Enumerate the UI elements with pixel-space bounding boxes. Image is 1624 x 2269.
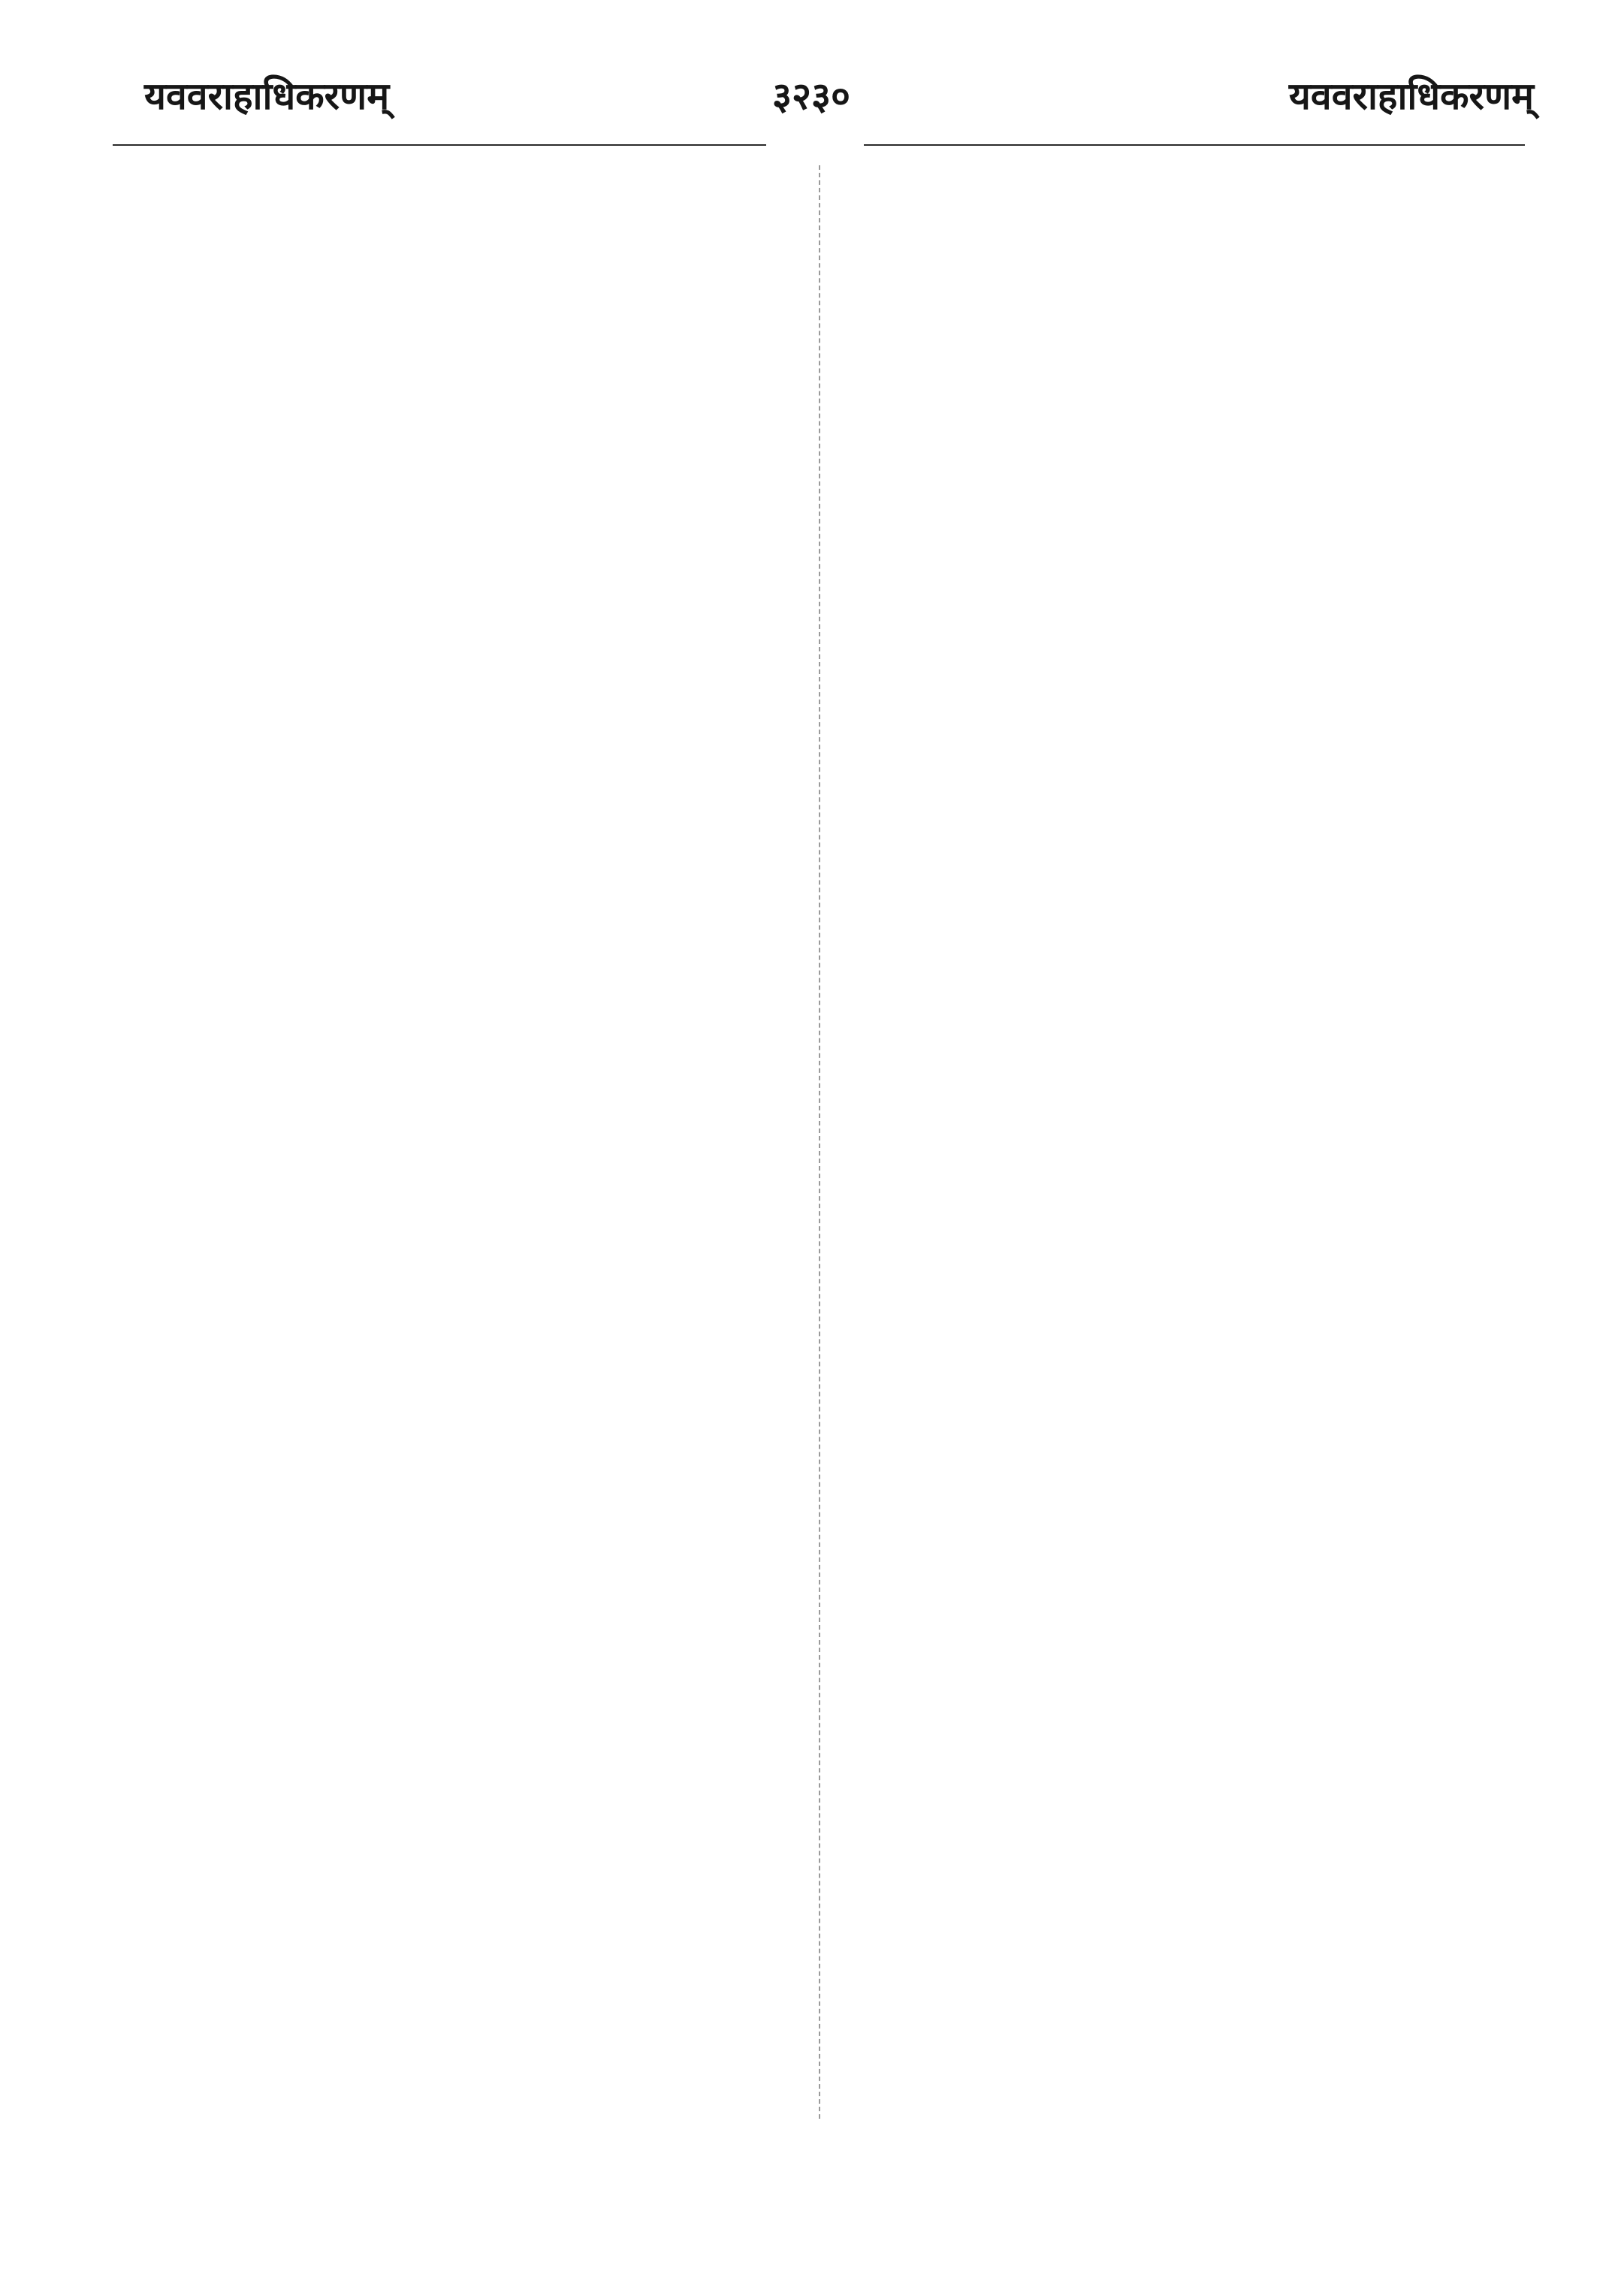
text-line bbox=[150, 1533, 766, 1576]
text-line bbox=[856, 1796, 1525, 1839]
text-line bbox=[150, 1796, 766, 1839]
text-line bbox=[150, 1270, 766, 1313]
text-line bbox=[856, 1270, 1525, 1313]
page-number: ३२३० bbox=[772, 74, 850, 118]
text-line bbox=[150, 902, 766, 945]
text-line bbox=[150, 796, 766, 840]
text-line bbox=[856, 1690, 1525, 1734]
text-line bbox=[856, 1007, 1525, 1050]
text-line bbox=[150, 1953, 766, 1997]
text-line bbox=[856, 165, 1525, 209]
text-line bbox=[150, 2216, 766, 2260]
text-line bbox=[150, 270, 766, 314]
text-line bbox=[150, 323, 766, 367]
text-line bbox=[150, 1638, 766, 1681]
text-line bbox=[856, 691, 1525, 735]
text-line bbox=[856, 218, 1525, 261]
text-line bbox=[856, 902, 1525, 945]
text-line bbox=[856, 586, 1525, 630]
text-line bbox=[150, 2059, 766, 2102]
text-line bbox=[150, 1007, 766, 1050]
text-line bbox=[856, 954, 1525, 998]
left-column bbox=[150, 165, 766, 2269]
text-line bbox=[856, 323, 1525, 367]
text-line bbox=[150, 2111, 766, 2155]
text-line bbox=[150, 849, 766, 893]
header-left-title: यववराहाधिकरणम् bbox=[144, 74, 390, 118]
text-line bbox=[150, 376, 766, 419]
text-line bbox=[856, 1953, 1525, 1997]
text-line bbox=[856, 796, 1525, 840]
text-line bbox=[856, 1585, 1525, 1629]
text-line bbox=[150, 1743, 766, 1787]
text-line bbox=[150, 1480, 766, 1524]
text-line bbox=[856, 2006, 1525, 2050]
text-line bbox=[150, 1165, 766, 1208]
text-line bbox=[856, 744, 1525, 787]
text-line bbox=[150, 1428, 766, 1471]
text-line bbox=[856, 1848, 1525, 1892]
text-line bbox=[150, 1375, 766, 1419]
text-line bbox=[856, 376, 1525, 419]
text-line bbox=[150, 1059, 766, 1103]
text-line bbox=[150, 1585, 766, 1629]
running-header bbox=[0, 69, 1624, 137]
text-line bbox=[856, 270, 1525, 314]
text-line bbox=[856, 1428, 1525, 1471]
text-line bbox=[856, 1322, 1525, 1366]
text-line bbox=[150, 428, 766, 472]
text-line bbox=[856, 1743, 1525, 1787]
text-line bbox=[150, 691, 766, 735]
text-line bbox=[856, 1112, 1525, 1156]
text-line bbox=[150, 1112, 766, 1156]
text-line bbox=[150, 533, 766, 577]
text-line bbox=[150, 954, 766, 998]
column-divider bbox=[819, 165, 820, 2119]
text-line bbox=[150, 1848, 766, 1892]
header-rule-right bbox=[864, 144, 1525, 146]
text-line bbox=[856, 639, 1525, 682]
header-rule-left bbox=[113, 144, 766, 146]
text-line bbox=[856, 1217, 1525, 1261]
right-column bbox=[856, 165, 1525, 2269]
text-line bbox=[856, 1480, 1525, 1524]
text-line bbox=[150, 2164, 766, 2207]
text-line bbox=[150, 165, 766, 209]
text-line bbox=[856, 1375, 1525, 1419]
text-line bbox=[150, 1690, 766, 1734]
text-line bbox=[150, 1217, 766, 1261]
header-right-title: यववराहाधिकरणम् bbox=[1288, 74, 1534, 118]
text-line bbox=[856, 428, 1525, 472]
text-line bbox=[856, 2164, 1525, 2207]
text-line bbox=[856, 481, 1525, 524]
text-line bbox=[856, 1059, 1525, 1103]
text-line bbox=[856, 1638, 1525, 1681]
text-line bbox=[150, 586, 766, 630]
text-line bbox=[150, 2006, 766, 2050]
text-line bbox=[856, 2059, 1525, 2102]
text-line bbox=[150, 744, 766, 787]
text-line bbox=[150, 218, 766, 261]
text-line bbox=[150, 1322, 766, 1366]
text-line bbox=[856, 2111, 1525, 2155]
text-line bbox=[150, 481, 766, 524]
text-line bbox=[150, 1901, 766, 1944]
text-line bbox=[150, 639, 766, 682]
text-line bbox=[856, 533, 1525, 577]
text-line bbox=[856, 1165, 1525, 1208]
text-line bbox=[856, 2216, 1525, 2260]
text-line bbox=[856, 1533, 1525, 1576]
text-line bbox=[856, 849, 1525, 893]
text-line bbox=[856, 1901, 1525, 1944]
